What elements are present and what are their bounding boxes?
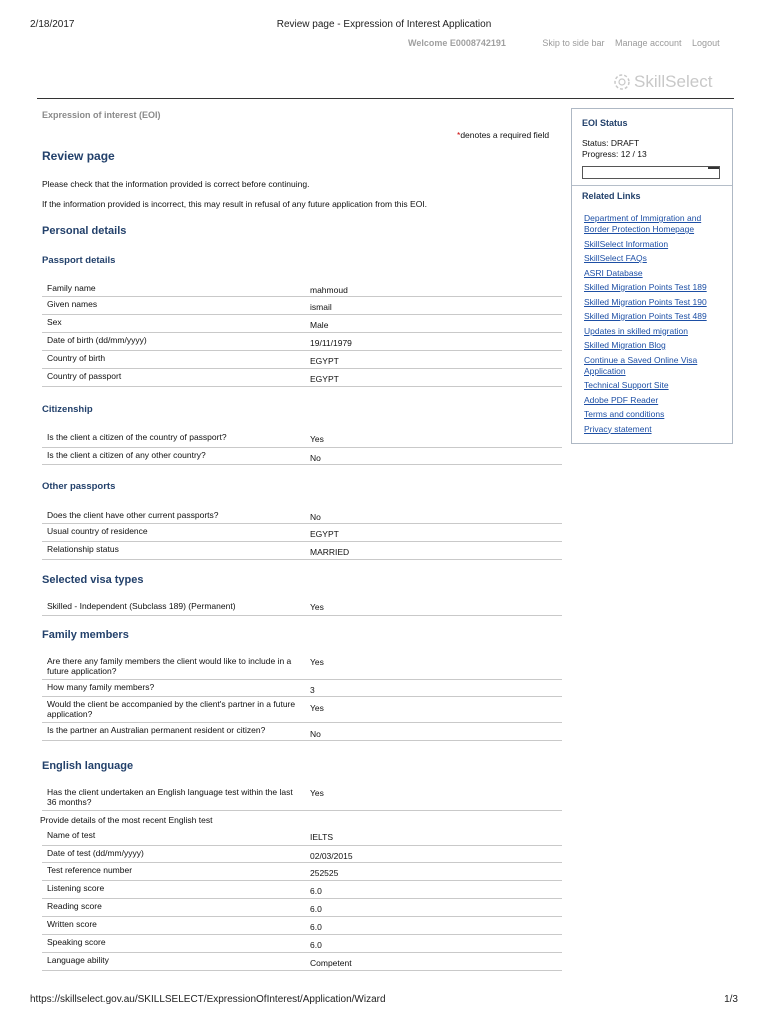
- link-privacy-statement[interactable]: Privacy statement: [584, 423, 652, 434]
- english-language-heading: English language: [42, 760, 134, 772]
- link-skilled-migration-blog[interactable]: Skilled Migration Blog: [584, 340, 666, 350]
- passport-details-heading: Passport details: [42, 255, 116, 266]
- table-row: [42, 351, 562, 369]
- link-updates-skilled-migration[interactable]: Updates in skilled migration: [584, 325, 688, 336]
- required-star: *: [457, 130, 461, 140]
- table-row: [42, 297, 562, 315]
- table-row: [42, 281, 562, 297]
- row-label: Speaking score: [47, 937, 106, 947]
- row-label: Does the client have other current passports?: [47, 510, 219, 520]
- required-note: [457, 130, 549, 140]
- table-row: [42, 333, 562, 351]
- table-row: [42, 654, 562, 680]
- skillselect-logo: [613, 70, 728, 94]
- table-row: [42, 430, 562, 448]
- row-label: Is the client a citizen of the country of passport?: [47, 432, 227, 442]
- row-value: No: [310, 453, 321, 463]
- table-row: [42, 697, 562, 723]
- row-label: How many family members?: [47, 682, 155, 692]
- row-label: Are there any family members the client would like to include in a future application?: [47, 656, 292, 676]
- intro-text-2: If the information provided is incorrect, this may result in refusal of any future application from this EOI.: [42, 199, 428, 209]
- row-label: Date of birth (dd/mm/yyyy): [47, 335, 147, 345]
- eoi-status-sidebar: [571, 108, 733, 444]
- row-value: Male: [310, 320, 329, 330]
- link-adobe-pdf-reader[interactable]: Adobe PDF Reader: [584, 394, 659, 405]
- print-header: [30, 19, 738, 31]
- related-links-heading: Related Links: [582, 191, 641, 201]
- table-row: [42, 542, 562, 560]
- print-title: Review page - Expression of Interest Application: [276, 19, 492, 30]
- row-label: Reading score: [47, 901, 102, 911]
- row-value: EGYPT: [310, 356, 339, 366]
- welcome-text: Welcome E0008742191: [408, 38, 506, 48]
- table-row: [42, 448, 562, 465]
- row-value: IELTS: [310, 832, 333, 842]
- row-label: Country of passport: [47, 371, 122, 381]
- personal-details-heading: Personal details: [42, 225, 127, 237]
- link-points-test-489[interactable]: Skilled Migration Points Test 489: [584, 311, 707, 321]
- row-value: 6.0: [310, 922, 322, 932]
- link-skillselect-information[interactable]: SkillSelect Information: [584, 238, 669, 249]
- progress-text: Progress: 12 / 13: [582, 149, 647, 159]
- row-label: Would the client be accompanied by the client's partner in a future application?: [47, 699, 296, 719]
- link-dibp-homepage[interactable]: Department of Immigration and Border Protection Homepage: [584, 213, 702, 234]
- row-value: Yes: [310, 434, 324, 444]
- row-value: No: [310, 729, 321, 739]
- citizenship-table: [42, 430, 562, 465]
- link-asri-database[interactable]: ASRI Database: [584, 267, 643, 278]
- row-label: Date of test (dd/mm/yyyy): [47, 848, 144, 858]
- row-label: Is the client a citizen of any other country?: [47, 450, 206, 460]
- row-value: MARRIED: [310, 547, 350, 557]
- row-value: Yes: [310, 788, 324, 798]
- citizenship-heading: Citizenship: [42, 404, 93, 415]
- row-label: Family name: [47, 283, 96, 293]
- row-label: Sex: [47, 317, 62, 327]
- row-label: Language ability: [47, 955, 109, 965]
- print-page-number: 1/3: [724, 994, 738, 1005]
- english-test-question: [42, 785, 562, 811]
- table-row: [42, 599, 562, 616]
- table-row: [42, 680, 562, 697]
- required-note-text: denotes a required field: [460, 130, 550, 140]
- passport-table: [42, 281, 562, 387]
- table-row: [42, 369, 562, 387]
- link-points-test-190[interactable]: Skilled Migration Points Test 190: [584, 296, 707, 307]
- sidebar-divider: [572, 185, 732, 186]
- row-value: Yes: [310, 602, 324, 612]
- other-passports-table: [42, 508, 562, 560]
- english-test-details-label: Provide details of the most recent English test: [40, 815, 213, 825]
- top-nav: [408, 38, 720, 48]
- row-label: Listening score: [47, 883, 105, 893]
- logout-link[interactable]: Logout: [692, 38, 720, 48]
- row-value: 3: [310, 685, 315, 695]
- row-value: Yes: [310, 657, 324, 667]
- row-value: No: [310, 512, 321, 522]
- row-value: EGYPT: [310, 374, 339, 384]
- table-row: [42, 953, 562, 971]
- link-terms-conditions[interactable]: Terms and conditions: [584, 409, 665, 419]
- table-row: [42, 863, 562, 881]
- link-continue-saved-application[interactable]: Continue a Saved Online Visa Application: [584, 354, 698, 376]
- logo-text: SkillSelect: [634, 72, 713, 91]
- breadcrumb: Expression of interest (EOI): [42, 110, 161, 120]
- table-row: [42, 508, 562, 524]
- row-label: Has the client undertaken an English language test within the last 36 months?: [47, 787, 293, 807]
- row-label: Written score: [47, 919, 97, 929]
- progress-bar: [582, 166, 720, 179]
- visa-table: [42, 599, 562, 616]
- row-value: 6.0: [310, 904, 322, 914]
- eoi-status-heading: EOI Status: [582, 118, 628, 128]
- link-skillselect-faqs[interactable]: SkillSelect FAQs: [584, 253, 647, 263]
- table-row: [42, 881, 562, 899]
- row-value: 252525: [310, 868, 339, 878]
- table-row: [42, 315, 562, 333]
- english-test-table: [42, 828, 562, 971]
- row-value: EGYPT: [310, 529, 339, 539]
- row-label: Is the partner an Australian permanent resident or citizen?: [47, 725, 266, 735]
- row-value: mahmoud: [310, 285, 348, 295]
- other-passports-heading: Other passports: [42, 481, 116, 492]
- link-points-test-189[interactable]: Skilled Migration Points Test 189: [584, 282, 707, 292]
- table-row: [42, 917, 562, 935]
- table-row: [42, 785, 562, 811]
- table-row: [42, 935, 562, 953]
- family-members-heading: Family members: [42, 629, 129, 641]
- row-value: 02/03/2015: [310, 851, 353, 861]
- manage-account-link[interactable]: Manage account: [614, 38, 682, 48]
- table-row: [42, 828, 562, 846]
- row-value: Competent: [310, 958, 352, 968]
- row-value: 6.0: [310, 886, 322, 896]
- row-label: Country of birth: [47, 353, 106, 363]
- table-row: [42, 524, 562, 542]
- row-label: Given names: [47, 299, 98, 309]
- row-value: 6.0: [310, 940, 322, 950]
- row-value: ismail: [310, 302, 332, 312]
- status-text: Status: DRAFT: [582, 138, 640, 148]
- header-divider: [37, 98, 734, 99]
- skillselect-logo-icon: [613, 73, 631, 91]
- row-value: Yes: [310, 703, 324, 713]
- progress-bar-marker: [708, 167, 719, 170]
- progress-bar-fill: [583, 167, 709, 178]
- page-title: Review page: [42, 149, 115, 163]
- selected-visa-types-heading: Selected visa types: [42, 574, 144, 586]
- row-label: Usual country of residence: [47, 526, 148, 536]
- row-value: 19/11/1979: [310, 338, 352, 348]
- skip-to-sidebar-link[interactable]: Skip to side bar: [542, 38, 605, 48]
- row-label: Test reference number: [47, 865, 133, 875]
- row-label: Name of test: [47, 830, 96, 840]
- table-row: [42, 899, 562, 917]
- intro-text-1: Please check that the information provided is correct before continuing.: [42, 179, 310, 189]
- row-label: Relationship status: [47, 544, 119, 554]
- print-url: https://skillselect.gov.au/SKILLSELECT/ExpressionOfInterest/Application/Wizard: [30, 994, 386, 1005]
- table-row: [42, 846, 562, 863]
- link-technical-support[interactable]: Technical Support Site: [584, 380, 669, 390]
- row-label: Skilled - Independent (Subclass 189) (Permanent): [47, 601, 236, 611]
- family-table: [42, 654, 562, 741]
- table-row: [42, 723, 562, 741]
- related-links-list: [584, 213, 724, 438]
- print-date: 2/18/2017: [30, 19, 75, 30]
